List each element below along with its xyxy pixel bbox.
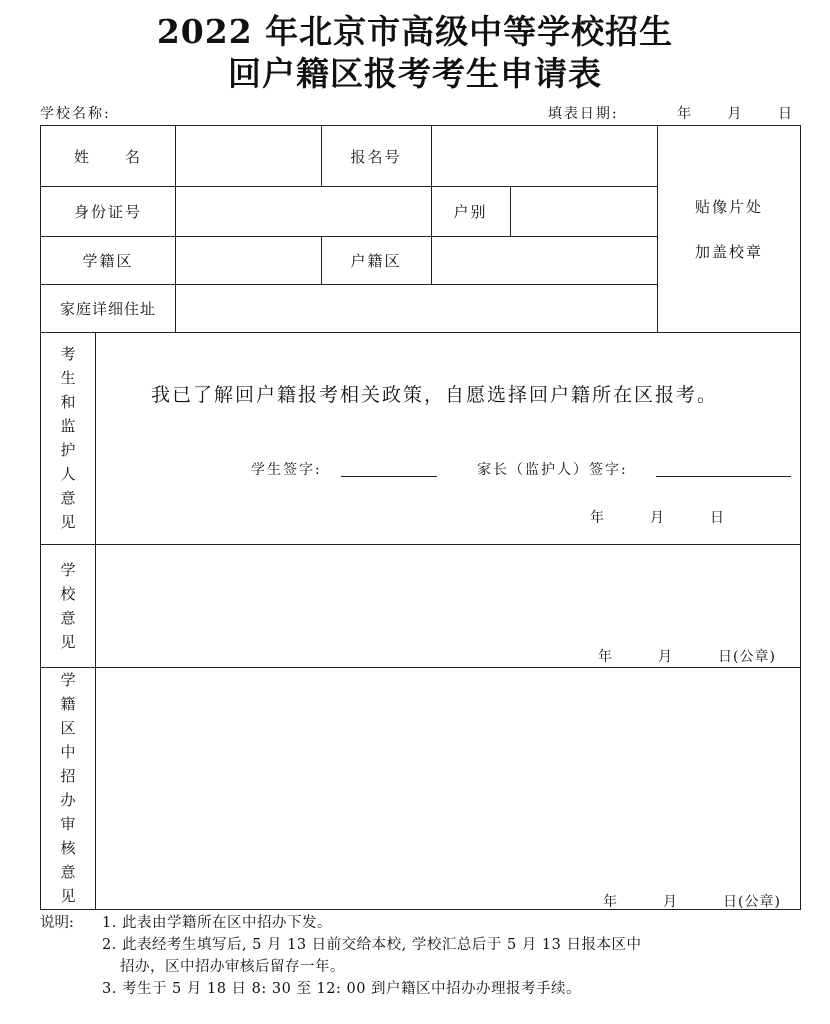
fill-date-year: 年 <box>677 106 694 122</box>
vertical-char: 籍 <box>60 695 76 713</box>
col-divider <box>510 186 511 236</box>
row-divider <box>41 332 800 333</box>
reg-no-label: 报名号 <box>350 147 402 166</box>
fill-date-label: 填表日期: <box>547 106 619 122</box>
application-form-table <box>40 125 801 910</box>
vertical-char: 见 <box>60 887 76 905</box>
row-divider <box>41 544 800 545</box>
col-divider <box>431 236 432 284</box>
vertical-char: 审 <box>60 815 76 833</box>
id-no-label: 身份证号 <box>73 202 142 221</box>
vertical-char: 学 <box>60 560 76 579</box>
vertical-char: 招 <box>60 767 76 785</box>
vertical-char: 校 <box>60 584 76 603</box>
vertical-char: 见 <box>60 513 76 531</box>
note-item: 2. 此表经考生填写后, 5 月 13 日前交给本校, 学校汇总后于 5 月 13 日报本区中 <box>102 937 642 953</box>
vertical-char: 和 <box>60 393 76 411</box>
photo-label: 贴像片处 <box>694 198 763 216</box>
vertical-char: 意 <box>60 608 76 627</box>
col-divider <box>95 332 96 909</box>
vertical-char: 护 <box>60 441 76 459</box>
form-title-line1: 2022 年北京市高级中等学校招生 <box>156 12 674 51</box>
vertical-char: 生 <box>60 369 76 387</box>
vertical-char: 见 <box>60 632 76 651</box>
note-item-continuation: 招办，区中招办审核后留存一年。 <box>120 959 345 975</box>
hukou-district-label: 户籍区 <box>350 251 402 270</box>
notes-label: 说明: <box>40 915 74 931</box>
note-item: 3. 考生于 5 月 18 日 8: 30 至 12: 00 到户籍区中招办办理报考手续。 <box>102 981 582 997</box>
student-signature-line <box>341 476 437 477</box>
school-opinion-label <box>41 544 95 667</box>
vertical-char: 区 <box>60 719 76 737</box>
student-signature-label: 学生签字: <box>251 462 322 478</box>
form-title-line2: 回户籍区报考考生申请表 <box>228 54 602 93</box>
vertical-char: 意 <box>60 489 76 507</box>
row-divider <box>41 667 800 668</box>
vertical-char: 核 <box>60 839 76 857</box>
address-label: 家庭详细住址 <box>59 299 156 318</box>
col-divider <box>431 126 432 186</box>
hukou-type-label: 户别 <box>453 202 488 221</box>
vertical-char: 考 <box>60 345 76 363</box>
school-seal-label: 加盖校章 <box>694 243 763 261</box>
vertical-char: 监 <box>60 417 76 435</box>
guardian-signature-line <box>656 476 791 477</box>
school-name-label: 学校名称: <box>40 106 111 122</box>
name-label: 姓 名 <box>73 147 142 166</box>
applicant-opinion-label <box>41 332 95 544</box>
vertical-char: 意 <box>60 863 76 881</box>
school-date: 年 月 日(公章) <box>598 649 776 665</box>
fill-date-month: 月 <box>727 106 744 122</box>
school-district-label: 学籍区 <box>82 251 134 270</box>
vertical-char: 学 <box>60 671 76 689</box>
district-review-label <box>41 667 95 909</box>
fill-date <box>548 103 794 123</box>
applicant-date: 年 月 日 <box>590 510 725 526</box>
col-divider <box>175 126 176 332</box>
declaration-text: 我已了解回户籍报考相关政策，自愿选择回户籍所在区报考。 <box>151 384 719 406</box>
notes-section <box>40 912 820 1000</box>
photo-area <box>658 126 800 332</box>
vertical-char: 办 <box>60 791 76 809</box>
vertical-char: 中 <box>60 743 76 761</box>
note-item: 1. 此表由学籍所在区中招办下发。 <box>102 915 332 931</box>
district-date: 年 月 日(公章) <box>603 894 781 910</box>
fill-date-day: 日 <box>778 106 794 122</box>
vertical-char: 人 <box>60 465 76 483</box>
guardian-signature-label: 家长（监护人）签字: <box>477 462 628 478</box>
